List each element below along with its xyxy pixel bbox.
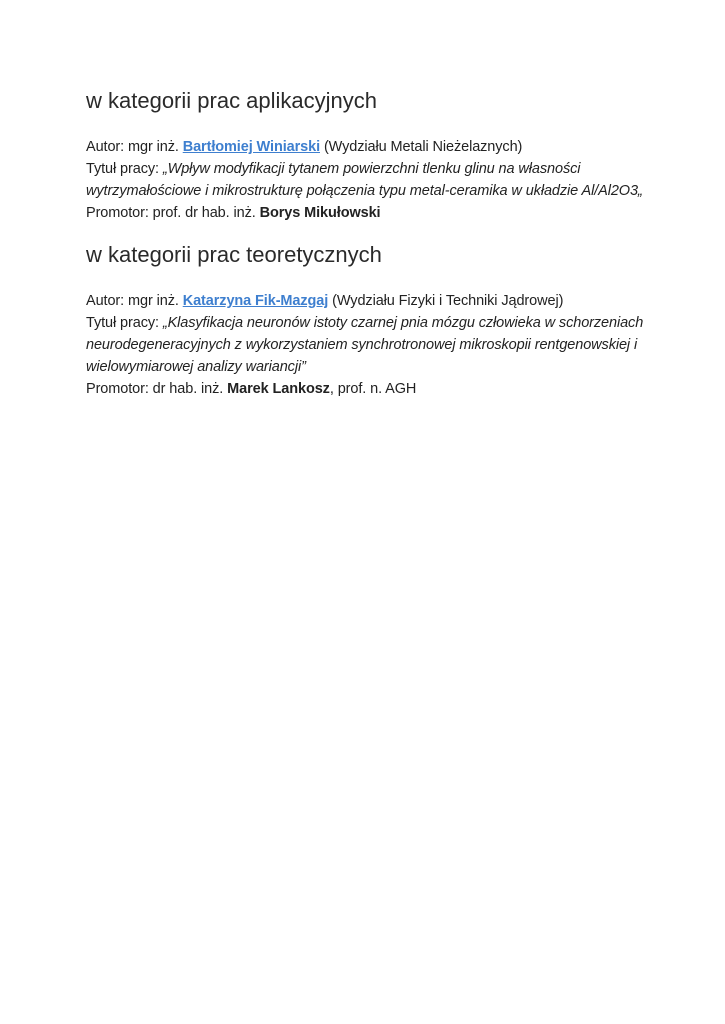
promotor-name: Borys Mikułowski xyxy=(259,205,381,221)
author-link[interactable]: Bartłomiej Winiarski xyxy=(182,139,320,155)
thesis-title: „Klasyfikacja neuronów istoty czarnej pnia mózgu człowieka w schorzeniach neurodegeneracyjnych z wykorzystaniem synchrotronowej mikroskopii rentgenowskiej i wielowymiarowej analizy wariancji” xyxy=(86,315,644,375)
document-body xyxy=(86,86,646,416)
title-line xyxy=(86,158,646,202)
promotor-suffix: , prof. n. AGH xyxy=(329,381,417,397)
section-applied xyxy=(86,86,646,224)
author-affiliation: (Wydziału Metali Nieżelaznych) xyxy=(323,139,523,155)
author-link[interactable]: Katarzyna Fik-Mazgaj xyxy=(182,293,329,309)
thesis-title: „Wpływ modyfikacji tytanem powierzchni tlenku glinu na własności wytrzymałościowe i mikrostrukturę połączenia typu metal-ceramika w układzie Al/Al2O3„ xyxy=(86,161,643,199)
title-prefix: Tytuł pracy: xyxy=(86,161,159,177)
promotor-prefix: Promotor: dr hab. inż. xyxy=(86,381,224,397)
promotor-line xyxy=(86,378,646,400)
author-prefix: Autor: mgr inż. xyxy=(86,139,179,155)
author-prefix: Autor: mgr inż. xyxy=(86,293,179,309)
promotor-name: Marek Lankosz xyxy=(227,381,330,397)
title-prefix: Tytuł pracy: xyxy=(86,315,159,331)
section-heading: w kategorii prac teoretycznych xyxy=(86,242,382,267)
section-theoretical xyxy=(86,240,646,400)
author-line xyxy=(86,136,646,158)
author-line xyxy=(86,290,646,312)
author-affiliation: (Wydziału Fizyki i Techniki Jądrowej) xyxy=(332,293,564,309)
section-heading: w kategorii prac aplikacyjnych xyxy=(86,88,378,113)
promotor-line xyxy=(86,202,646,224)
title-line xyxy=(86,312,646,378)
promotor-prefix: Promotor: prof. dr hab. inż. xyxy=(86,205,256,221)
